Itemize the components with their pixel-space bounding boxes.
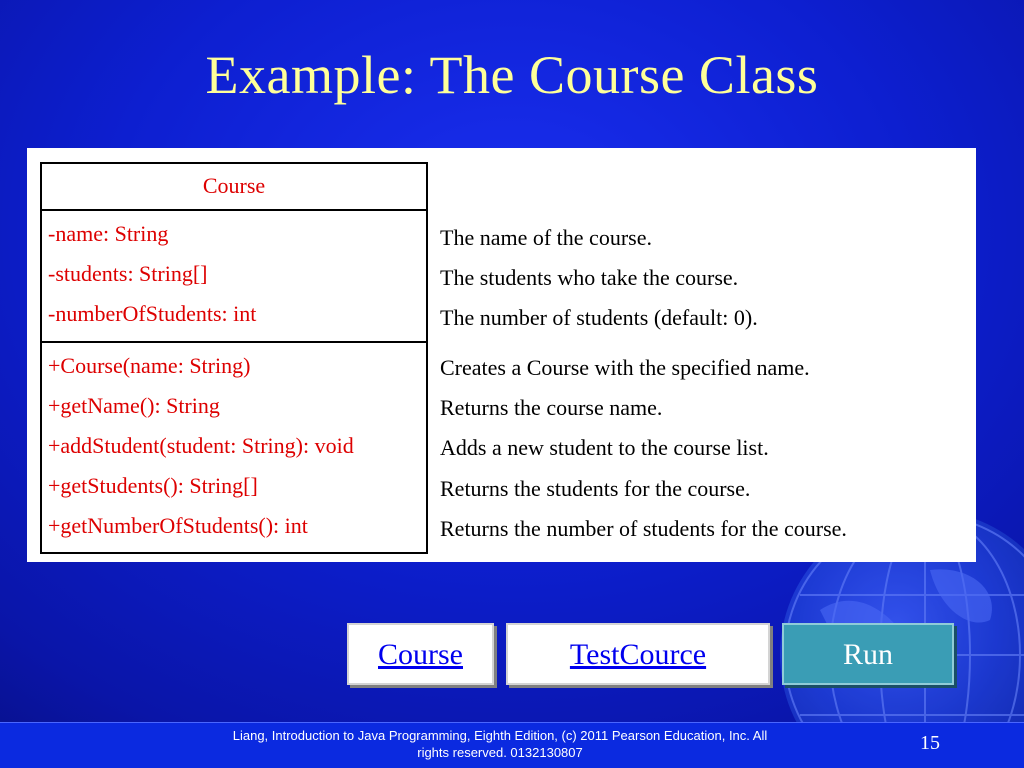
method-description: Returns the course name.	[440, 395, 663, 420]
uml-class-diagram	[40, 162, 428, 554]
field-description: The students who take the course.	[440, 265, 739, 290]
footer-copyright	[200, 727, 800, 761]
uml-fields-section	[42, 211, 426, 343]
uml-method: +addStudent(student: String): void	[48, 433, 354, 458]
testcource-link-button[interactable]: TestCource	[506, 623, 770, 685]
method-description: Returns the number of students for the course.	[440, 516, 847, 541]
method-description: Returns the students for the course.	[440, 476, 751, 501]
method-description: Adds a new student to the course list.	[440, 435, 769, 460]
field-description: The number of students (default: 0).	[440, 305, 758, 330]
field-description: The name of the course.	[440, 225, 652, 250]
uml-method: +getName(): String	[48, 393, 220, 418]
method-description: Creates a Course with the specified name.	[440, 355, 810, 380]
uml-field: -students: String[]	[48, 261, 208, 286]
uml-method: +Course(name: String)	[48, 353, 251, 378]
uml-method: +getStudents(): String[]	[48, 473, 258, 498]
uml-field: -name: String	[48, 221, 169, 246]
page-number: 15	[920, 732, 940, 754]
uml-field: -numberOfStudents: int	[48, 301, 257, 326]
course-link-button[interactable]: Course	[347, 623, 494, 685]
run-button[interactable]: Run	[782, 623, 954, 685]
uml-class-name: Course	[42, 164, 426, 211]
slide-title: Example: The Course Class	[205, 45, 819, 105]
footer-line-2: rights reserved. 0132130807	[417, 745, 583, 760]
uml-method: +getNumberOfStudents(): int	[48, 513, 308, 538]
footer-line-1: Liang, Introduction to Java Programming, Eighth Edition, (c) 2011 Pearson Education, Inc. All	[232, 728, 768, 743]
